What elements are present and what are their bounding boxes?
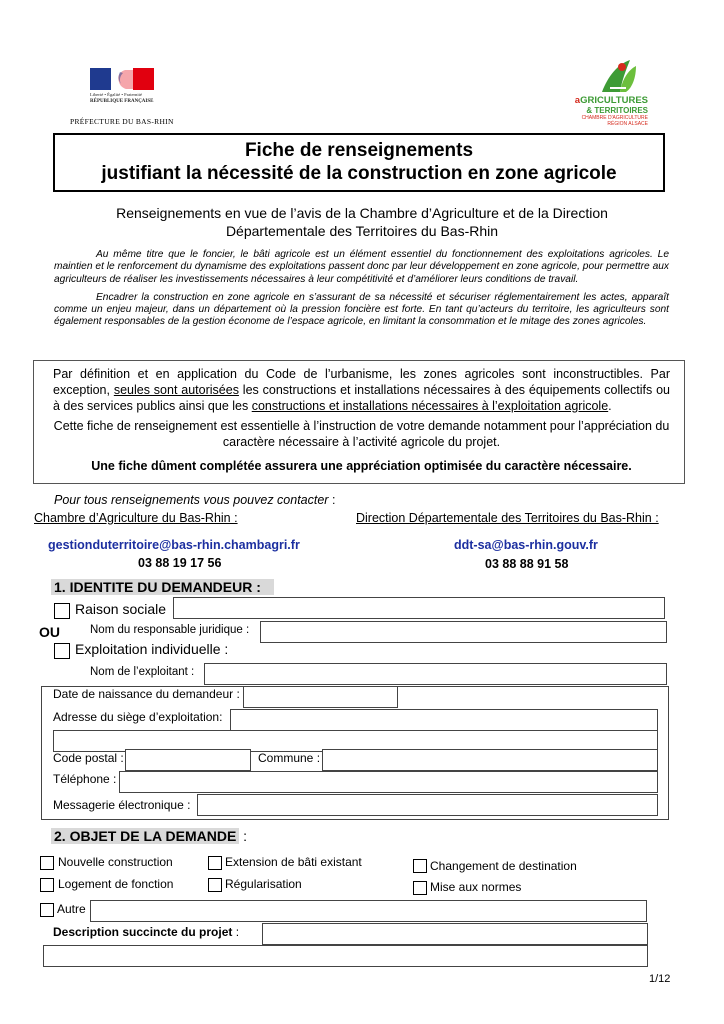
- exploitation-individuelle-checkbox[interactable]: [54, 643, 70, 659]
- rf-name: RÉPUBLIQUE FRANÇAISE: [90, 98, 154, 104]
- intro-paragraph-2: Encadrer la construction en zone agricole en s’assurant de sa nécessité et sécuriser réglementairement les actes, apparaît comme un enjeu majeur, dans un département où la pression foncière est forte. En tant qu’acteurs du territoire, les agriculteurs sont également responsables de la gestion économe de l’espace agricole, en limitant la consommation et le mitage des zones agricoles.: [54, 291, 669, 328]
- description-field-1[interactable]: [262, 923, 648, 945]
- extension-label: Extension de bâti existant: [225, 855, 362, 869]
- contact-intro: Pour tous renseignements vous pouvez contacter :: [54, 493, 336, 507]
- telephone-label: Téléphone :: [53, 772, 117, 786]
- title-line1: Fiche de renseignements: [244, 140, 474, 161]
- changement-checkbox[interactable]: [413, 859, 427, 873]
- subtitle-line2: Départementale des Territoires du Bas-Rhin: [225, 223, 499, 239]
- rf-text-block: [90, 92, 160, 104]
- republique-francaise-logo: [90, 68, 160, 104]
- ca-line1: aGRICULTURES: [574, 95, 648, 106]
- adresse-label: Adresse du siège d’exploitation:: [53, 710, 223, 724]
- intro-paragraph-1: Au même titre que le foncier, le bâti agricole est un élément essentiel du fonctionnement des exploitations agricoles. Le maintien et le renforcement du dynamisme des exploitations passent donc par leur développement en zone agricole, pour permettre aux agriculteurs de réaliser les investissements nécessaires à leur compétitivité et d’améliorer leurs conditions de travail.: [54, 249, 669, 285]
- nom-responsable-label: Nom du responsable juridique :: [90, 624, 250, 636]
- messagerie-label: Messagerie électronique :: [53, 798, 191, 812]
- info-underline-1: seules sont autorisées: [113, 383, 239, 397]
- adresse-field-1[interactable]: [230, 709, 658, 731]
- logement-label: Logement de fonction: [58, 877, 174, 891]
- exploitation-individuelle-label: Exploitation individuelle :: [75, 641, 229, 657]
- chambre-agriculture-logo: [570, 58, 648, 127]
- ou-label: OU: [39, 624, 60, 640]
- info-paragraph-1: Par définition et en application du Code de l’urbanisme, les zones agricoles sont inconstructibles. Par exception, seules sont autorisées les constructions et installations nécessaires à des équipements collectifs ou à des services publics ainsi que les constructions et installations nécessaires à l’exploitation agricole.: [53, 367, 670, 413]
- contact-right-email[interactable]: ddt-sa@bas-rhin.gouv.fr: [454, 538, 598, 552]
- raison-sociale-label: Raison sociale: [75, 601, 167, 617]
- raison-sociale-field[interactable]: [173, 597, 665, 619]
- description-label: Description succincte du projet :: [53, 925, 240, 939]
- title-line2: justifiant la nécessité de la construction en zone agricole: [101, 163, 617, 184]
- info-paragraph-2: Cette fiche de renseignement est essentielle à l’instruction de votre demande notamment pour l’appréciation du caractère nécessaire à l’activité agricole du projet.: [53, 419, 670, 449]
- nom-exploitant-field[interactable]: [204, 663, 667, 685]
- ca-line3: CHAMBRE D'AGRICULTURE: [581, 115, 648, 121]
- contact-left-org: Chambre d’Agriculture du Bas-Rhin :: [34, 511, 238, 525]
- subtitle-line1: Renseignements en vue de l’avis de la Chambre d’Agriculture et de la Direction: [116, 205, 608, 221]
- nom-responsable-field[interactable]: [260, 621, 667, 643]
- contact-right-phone: 03 88 88 91 58: [485, 557, 569, 571]
- commune-field[interactable]: [322, 749, 658, 771]
- code-postal-label: Code postal :: [53, 751, 124, 765]
- autre-checkbox[interactable]: [40, 903, 54, 917]
- rf-motto: Liberté • Égalité • Fraternité: [90, 92, 142, 97]
- section1-title: 1. IDENTITE DU DEMANDEUR :: [51, 579, 274, 595]
- prefecture-label: PRÉFECTURE DU BAS-RHIN: [70, 117, 174, 126]
- autre-field[interactable]: [90, 900, 647, 922]
- agriculture-leaf-icon: [600, 58, 638, 94]
- description-field-2[interactable]: [43, 945, 648, 967]
- ca-line4: RÉGION ALSACE: [607, 121, 648, 127]
- section2-title: 2. OBJET DE LA DEMANDE :: [51, 828, 247, 844]
- logement-checkbox[interactable]: [40, 878, 54, 892]
- page-number: 1/12: [649, 973, 671, 985]
- contact-left-phone: 03 88 19 17 56: [138, 556, 222, 570]
- commune-label: Commune :: [258, 751, 321, 765]
- info-underline-2: constructions et installations nécessaires à l’exploitation agricole: [251, 399, 609, 413]
- mise-normes-label: Mise aux normes: [430, 880, 522, 894]
- subtitle: [60, 204, 664, 240]
- intro-text: [54, 249, 669, 329]
- telephone-field[interactable]: [119, 771, 658, 793]
- changement-label: Changement de destination: [430, 859, 577, 873]
- regularisation-label: Régularisation: [225, 877, 302, 891]
- info-box: [33, 360, 685, 484]
- marianne-flag-icon: [90, 68, 154, 90]
- contact-left-email[interactable]: gestionduterritoire@bas-rhin.chambagri.fr: [48, 538, 300, 552]
- messagerie-field[interactable]: [197, 794, 658, 816]
- regularisation-checkbox[interactable]: [208, 878, 222, 892]
- title-box: [53, 133, 665, 192]
- ca-line2: & TERRITOIRES: [586, 106, 648, 115]
- autre-label: Autre: [57, 902, 86, 916]
- nom-exploitant-label: Nom de l’exploitant :: [90, 666, 195, 678]
- nouvelle-construction-label: Nouvelle construction: [58, 855, 173, 869]
- nouvelle-construction-checkbox[interactable]: [40, 856, 54, 870]
- raison-sociale-checkbox[interactable]: [54, 603, 70, 619]
- code-postal-field[interactable]: [125, 749, 251, 771]
- date-naissance-label: Date de naissance du demandeur :: [53, 687, 240, 701]
- info-paragraph-3: Une fiche dûment complétée assurera une appréciation optimisée du caractère nécessaire.: [91, 459, 632, 473]
- date-naissance-field[interactable]: [243, 686, 398, 708]
- contact-right-org: Direction Départementale des Territoires du Bas-Rhin :: [356, 511, 659, 525]
- extension-checkbox[interactable]: [208, 856, 222, 870]
- mise-normes-checkbox[interactable]: [413, 881, 427, 895]
